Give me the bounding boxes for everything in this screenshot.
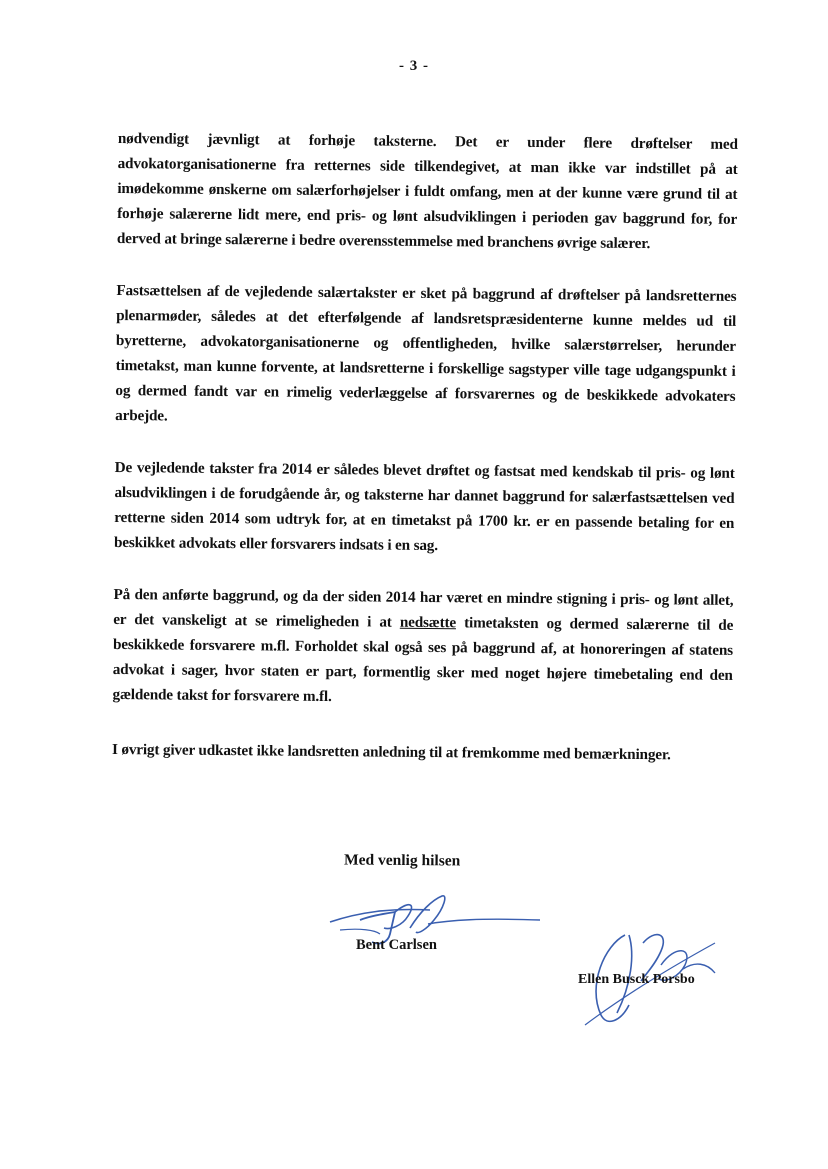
handwritten-signature-1: [320, 890, 550, 970]
paragraph-3: De vejledende takster fra 2014 er således blevet drøftet og fastsat med kendskab til pris- og lønt alsudviklingen i de forudgående år, og taksterne har dannet baggrund for salærfastsættelsen ved retterne siden 2014 som udtryk for, at en timetakst på 1700 kr. er en passende betaling for en beskikket advokats eller forsvarers indsats i en sag.: [113, 458, 735, 555]
paragraph-4-part-1: På den anførte baggrund, og da der siden 2014 har været en mindre stigning i pris- og lønt allet, er det vanskeligt at se rimeligheden i at: [113, 585, 734, 631]
paragraph-2: Fastsættelsen af de vejledende salærtakster er sket på baggrund af drøftelser på landsretternes plenarmøder, således at det efterfølgende af landsretspræsidenterne kunne meldes ud til byretterne, advokatorganisationerne og offentligheden, hvilke salærstørrelser, herunder timetakst, man kunne forvente, at landsretterne i forskellige sagstyper ville tage udgangspunkt i og dermed fandt var en rimelig vederlæggelse af forsvarernes og de beskikkede advokaters arbejde.: [115, 281, 737, 425]
underlined-word: nedsætte: [399, 613, 457, 632]
paragraph-1: nødvendigt jævnligt at forhøje taksterne. Det er under flere drøftelser med advokatorganisationerne fra retternes side tilkendegivet, at man ikke var indstillet på at imødekomme ønskerne om salærforhøjelser i fuldt omfang, men at der kunne være grund til at forhøje salærerne lidt mere, end pris- og lønt alsudviklingen i perioden gav baggrund for, for derved at bringe salærerne i bedre overensstemmelse med branchens øvrige salærer.: [116, 129, 738, 253]
page-number: - 3 -: [399, 58, 429, 74]
paragraph-5: I øvrigt giver udkastet ikke landsretten anledning til at fremkomme med bemærkninger.: [111, 740, 671, 764]
signatory-name-1: Bent Carlsen: [356, 937, 437, 953]
paragraph-4-part-2: timetaksten og dermed salærerne til de beskikkede forsvarere m.fl. Forholdet skal også ses på baggrund af, at honoreringen af statens advokat i sager, hvor staten er part, formentlig sker med noget højere timebetaling end den gældende takst for forsvarere m.fl.: [112, 614, 734, 706]
signature-bent-carlsen: [320, 890, 550, 970]
paragraph-4: [112, 582, 733, 713]
signatory-name-2: Ellen Busck Porsbo: [578, 972, 695, 987]
closing-greeting: Med venlig hilsen: [343, 851, 461, 870]
letter-body: [112, 126, 738, 768]
